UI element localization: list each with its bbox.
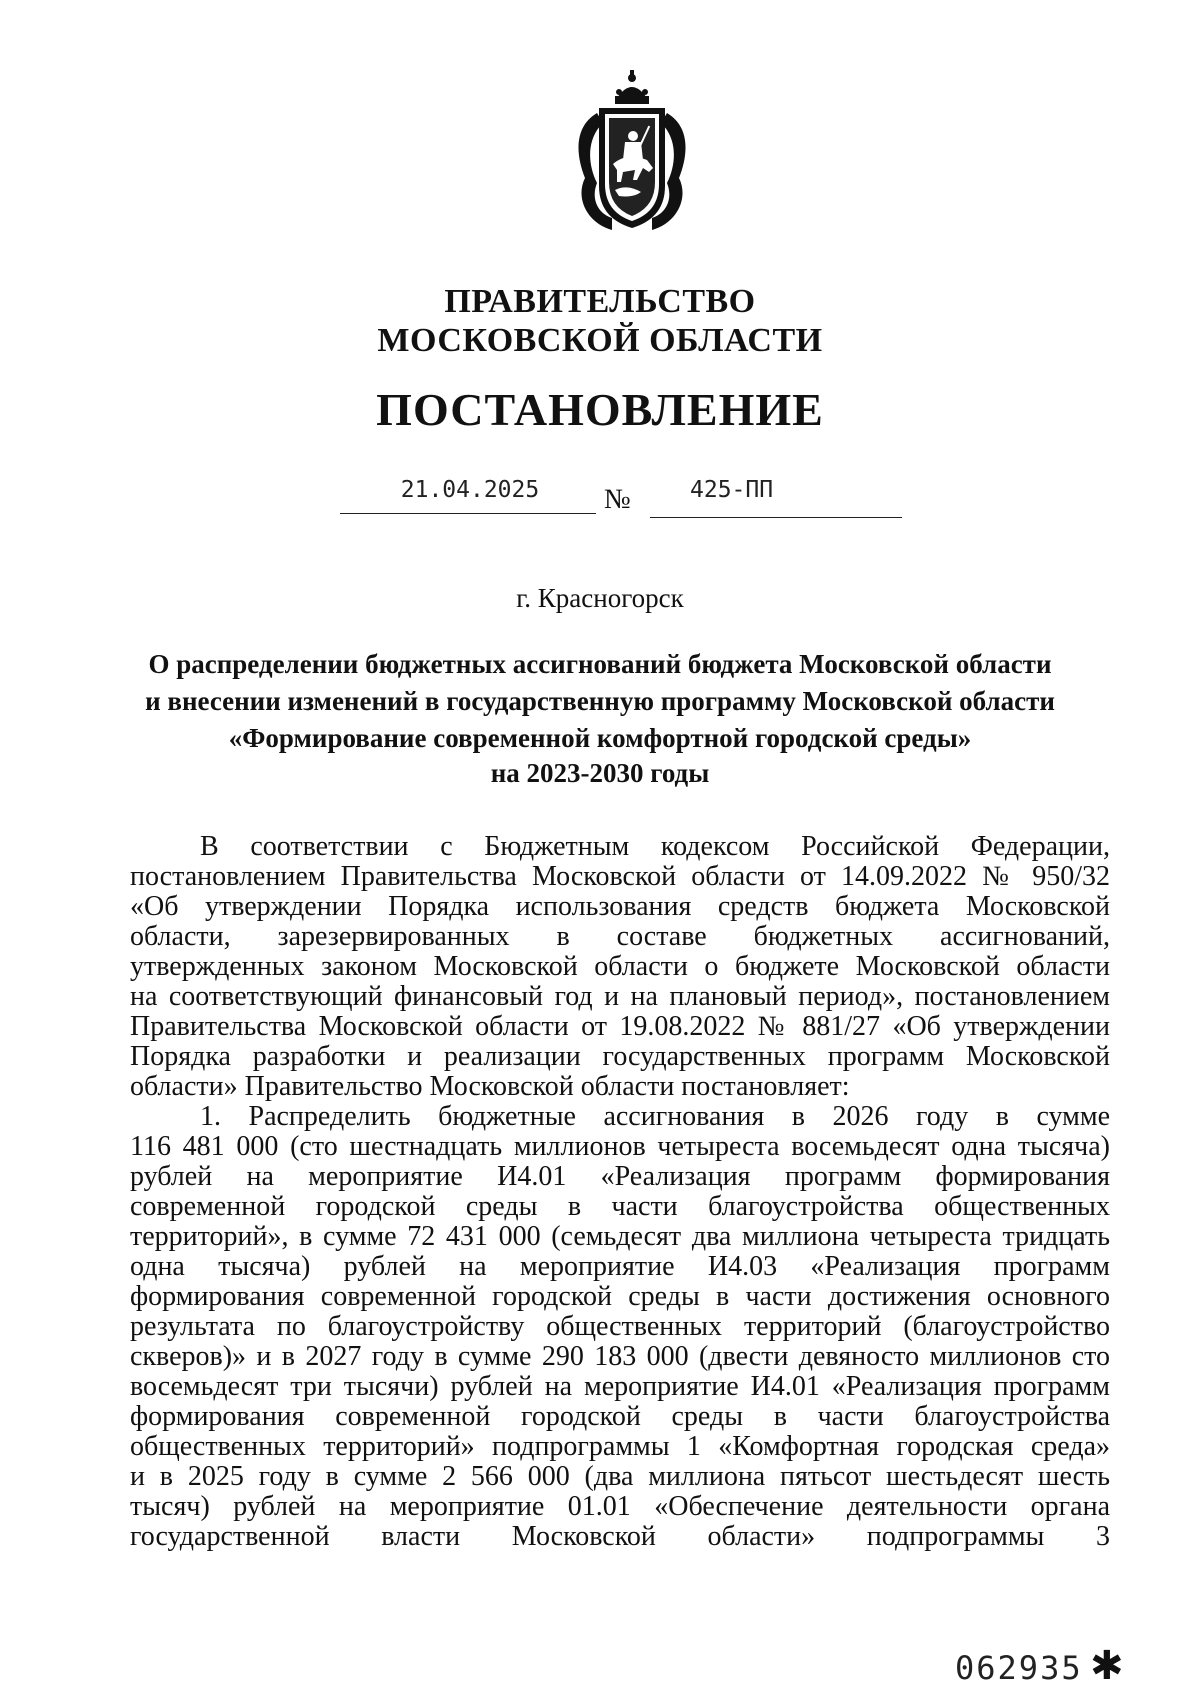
body-line: области, зарезервированных в составе бюджетных ассигнований, — [130, 921, 1110, 952]
body-line: В соответствии с Бюджетным кодексом Российской Федерации, — [200, 831, 1110, 862]
number-underline — [650, 517, 902, 518]
subject-line: на 2023-2030 годы — [490, 758, 710, 788]
document-city: г. Красногорск — [516, 583, 684, 613]
body-line: тысяч) рублей на мероприятие 01.01 «Обеспечение деятельности органа — [130, 1491, 1110, 1522]
body-line: области» Правительство Московской области постановляет: — [130, 1071, 850, 1102]
body-line: результата по благоустройству общественных территорий (благоустройство — [130, 1311, 1110, 1342]
body-line: одна тысяча) рублей на мероприятие И4.03 «Реализация программ — [130, 1251, 1110, 1282]
body-line: формирования современной городской среды в части благоустройства — [130, 1401, 1110, 1432]
government-title-line-2: МОСКОВСКОЙ ОБЛАСТИ — [377, 322, 823, 359]
document-type-heading: ПОСТАНОВЛЕНИЕ — [376, 384, 824, 435]
subject-line: и внесении изменений в государственную программу Московской области — [145, 686, 1055, 716]
date-underline — [340, 513, 596, 514]
body-line: рублей на мероприятие И4.01 «Реализация программ формирования — [130, 1161, 1110, 1192]
body-line: государственной власти Московской области» подпрограммы 3 — [130, 1521, 1110, 1552]
body-line: Порядка разработки и реализации государственных программ Московской — [130, 1041, 1110, 1072]
number-sign: № — [604, 484, 631, 515]
subject-line: О распределении бюджетных ассигнований бюджета Московской области — [148, 649, 1052, 679]
body-line: на соответствующий финансовый год и на плановый период», постановлением — [130, 981, 1110, 1012]
body-line: восемьдесят три тысячи) рублей на мероприятие И4.01 «Реализация программ — [130, 1371, 1110, 1402]
body-line: современной городской среды в части благоустройства общественных — [130, 1191, 1110, 1222]
subject-line: «Формирование современной комфортной городской среды» — [228, 723, 972, 753]
body-line: 116 481 000 (сто шестнадцать миллионов четыреста восемьдесят одна тысяча) — [130, 1131, 1110, 1162]
coat-of-arms-emblem — [567, 68, 697, 238]
asterisk-mark-icon: ✱ — [1090, 1643, 1124, 1689]
body-line: «Об утверждении Порядка использования средств бюджета Московской — [130, 891, 1110, 922]
document-date: 21.04.2025 — [400, 477, 540, 503]
body-line: 1. Распределить бюджетные ассигнования в 2026 году в сумме — [200, 1101, 1110, 1132]
body-line: утвержденных законом Московской области о бюджете Московской области — [130, 951, 1110, 982]
body-line: формирования современной городской среды в части достижения основного — [130, 1281, 1110, 1312]
body-line: постановлением Правительства Московской области от 14.09.2022 № 950/32 — [130, 861, 1110, 892]
body-line: скверов)» и в 2027 году в сумме 290 183 000 (двести девяносто миллионов сто — [130, 1341, 1110, 1372]
document-number: 425-ПП — [690, 477, 774, 503]
body-line: и в 2025 году в сумме 2 566 000 (два миллиона пятьсот шестьдесят шесть — [130, 1461, 1110, 1492]
serial-number: 062935 — [955, 1649, 1083, 1687]
government-title-line-1: ПРАВИТЕЛЬСТВО — [444, 283, 756, 320]
body-line: общественных территорий» подпрограммы 1 «Комфортная городская среда» — [130, 1431, 1110, 1462]
body-line: Правительства Московской области от 19.08.2022 № 881/27 «Об утверждении — [130, 1011, 1110, 1042]
body-line: территорий», в сумме 72 431 000 (семьдесят два миллиона четыреста тридцать — [130, 1221, 1110, 1252]
